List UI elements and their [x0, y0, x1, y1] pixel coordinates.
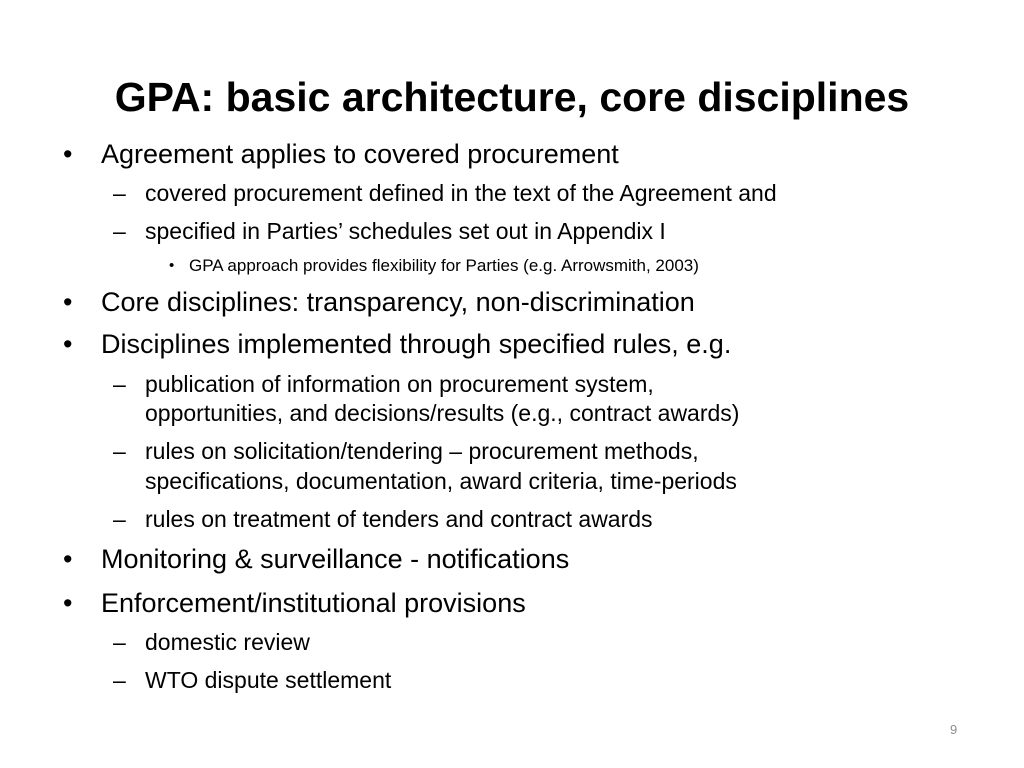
- sub-sub-bullet-item: [169, 255, 699, 277]
- sub-sub-bullet-text: GPA approach provides flexibility for Parties (e.g. Arrowsmith, 2003): [189, 256, 699, 275]
- bullet-text: Enforcement/institutional provisions: [101, 588, 526, 618]
- sub-bullet-item: [113, 217, 666, 246]
- dash-marker: –: [113, 180, 126, 206]
- bullet-item: [63, 586, 526, 620]
- sub-bullet-text: publication of information on procurement system,: [145, 371, 654, 397]
- sub-bullet-item: [113, 437, 699, 466]
- bullet-text: Agreement applies to covered procurement: [101, 139, 619, 169]
- bullet-item: [63, 137, 619, 171]
- dash-marker: –: [113, 667, 126, 693]
- sub-bullet-text: specifications, documentation, award criteria, time-periods: [145, 468, 737, 494]
- page-number: 9: [950, 722, 958, 737]
- bullet-marker: •: [63, 544, 73, 574]
- slide-title: GPA: basic architecture, core disciplines: [114, 74, 910, 120]
- dash-marker: –: [113, 218, 126, 244]
- bullet-item: [63, 327, 732, 361]
- bullet-item: [63, 285, 695, 319]
- dash-marker: –: [113, 506, 126, 532]
- sub-bullet-continuation: [145, 467, 737, 496]
- sub-bullet-text: rules on solicitation/tendering – procurement methods,: [145, 438, 699, 464]
- sub-bullet-text: specified in Parties’ schedules set out in Appendix I: [145, 218, 666, 244]
- sub-bullet-item: [113, 370, 654, 399]
- sub-bullet-item: [113, 666, 392, 695]
- sub-bullet-text: WTO dispute settlement: [145, 667, 392, 693]
- sub-bullet-text: covered procurement defined in the text of the Agreement and: [145, 180, 777, 206]
- bullet-marker: •: [63, 588, 73, 618]
- bullet-marker: •: [63, 287, 73, 317]
- bullet-text: Monitoring & surveillance - notifications: [101, 544, 570, 574]
- dash-marker: –: [113, 371, 126, 397]
- bullet-text: Disciplines implemented through specified rules, e.g.: [101, 329, 732, 359]
- bullet-marker-small: •: [169, 257, 175, 274]
- sub-bullet-text: domestic review: [145, 629, 310, 655]
- sub-bullet-item: [113, 628, 310, 657]
- bullet-text: Core disciplines: transparency, non-discrimination: [101, 287, 695, 317]
- sub-bullet-text: rules on treatment of tenders and contract awards: [145, 506, 653, 532]
- sub-bullet-item: [113, 505, 653, 534]
- sub-bullet-item: [113, 179, 777, 208]
- dash-marker: –: [113, 438, 126, 464]
- dash-marker: –: [113, 629, 126, 655]
- bullet-item: [63, 542, 570, 576]
- sub-bullet-text: opportunities, and decisions/results (e.g., contract awards): [145, 400, 740, 426]
- sub-bullet-continuation: [145, 399, 739, 428]
- bullet-marker: •: [63, 329, 73, 359]
- bullet-marker: •: [63, 139, 73, 169]
